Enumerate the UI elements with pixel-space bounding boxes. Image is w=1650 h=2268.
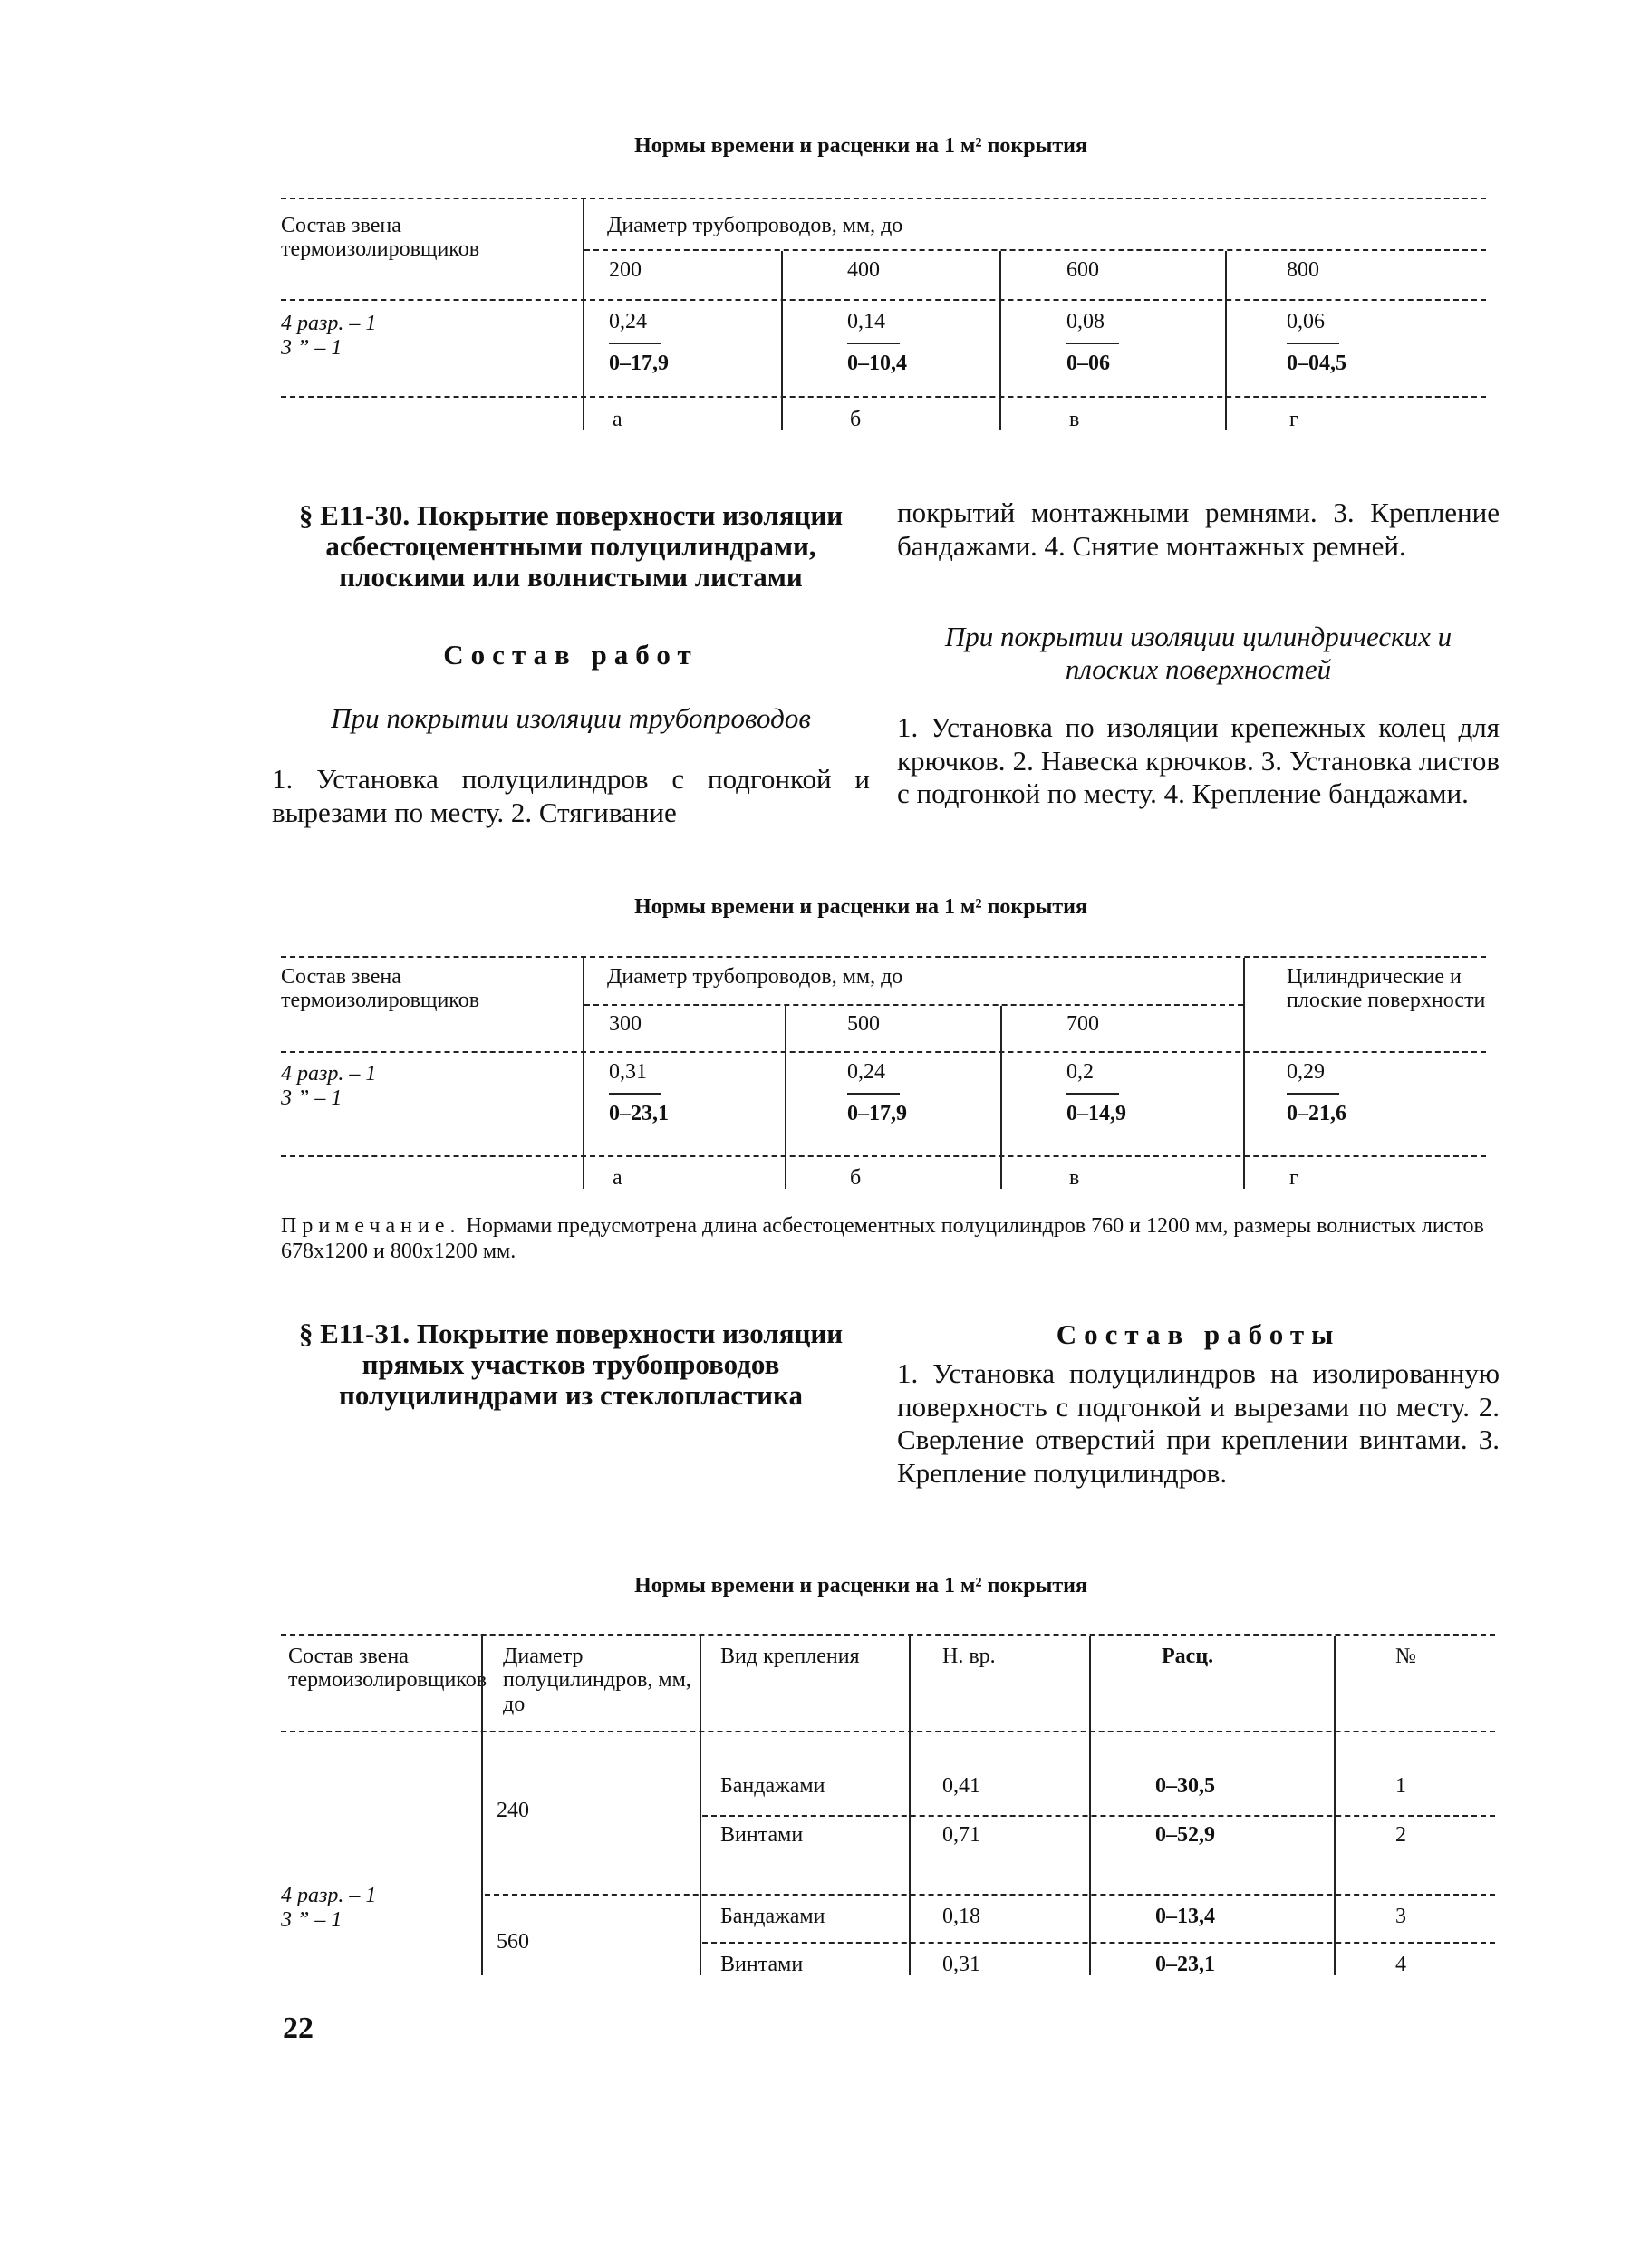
- rate: 0–17,9: [847, 1102, 907, 1125]
- table1-letter-b: б: [850, 408, 862, 431]
- section30-title: § Е11-30. Покрытие поверхности изоляции асбестоцементными полуцилиндрами, плоскими или волнистыми листами: [298, 499, 844, 594]
- table2-cell-b: [847, 1058, 907, 1127]
- table1-letter-a: а: [613, 408, 622, 431]
- table3-row1-number: 1: [1395, 1774, 1406, 1798]
- time-norm: 0,08: [1066, 310, 1105, 333]
- table3-row1-fastening: Бандажами: [720, 1774, 825, 1798]
- section30-pipes-text-cont: покрытий монтажными ремнями. 3. Крепление бандажами. 4. Снятие монтажных ремней.: [897, 497, 1500, 562]
- rate: 0–21,6: [1287, 1102, 1346, 1125]
- table1-col-200: 200: [609, 258, 642, 282]
- table3-diameter-240: 240: [497, 1799, 529, 1822]
- table1-col-800: 800: [1287, 258, 1319, 282]
- table2-cell-v: [1066, 1058, 1126, 1127]
- table3-row3-number: 3: [1395, 1905, 1406, 1928]
- table1-crew-3: 3 ” – 1: [281, 336, 343, 360]
- table3-row1-rate: 0–30,5: [1155, 1774, 1215, 1798]
- section30-pipes-subheading: При покрытии изоляции трубопроводов: [331, 702, 811, 734]
- table3-header-diameter: Диаметр полуцилиндров, мм, до: [503, 1645, 691, 1716]
- table1-cell-v: [1066, 308, 1119, 377]
- table3-header-fastening: Вид крепления: [720, 1645, 860, 1668]
- note: [281, 1214, 1495, 1264]
- section31-work-text: 1. Установка полуцилиндров на изолированную поверхность с подгонкой и вырезами по месту. 2. Сверление отверстий при креплении винтами. 3. Крепление полуцилиндров.: [897, 1357, 1500, 1489]
- table3-diameter-560: 560: [497, 1930, 529, 1954]
- section30-surfaces-subheading: При покрытии изоляции цилиндрических и плоских поверхностей: [944, 621, 1452, 685]
- table2-col-500: 500: [847, 1012, 880, 1036]
- table3-row2-fastening: Винтами: [720, 1823, 804, 1847]
- table3-row4-rate: 0–23,1: [1155, 1953, 1215, 1976]
- note-label: Примечание.: [281, 1214, 461, 1238]
- page-number: 22: [283, 2012, 314, 2045]
- table2-crew-header: Состав звена термоизолировщиков: [281, 965, 480, 1013]
- table2-diameter-header: Диаметр трубопроводов, мм, до: [607, 965, 903, 989]
- table1-cell-a: [609, 308, 669, 377]
- rate: 0–04,5: [1287, 352, 1346, 375]
- section30-pipes-text: 1. Установка полуцилиндров с подгонкой и вырезами по месту. 2. Стягивание: [272, 763, 870, 828]
- table3-row2-rate: 0–52,9: [1155, 1823, 1215, 1847]
- table3-crew-4: 4 разр. – 1: [281, 1884, 377, 1907]
- table3-row4-fastening: Винтами: [720, 1953, 804, 1976]
- table1-cell-b: [847, 308, 907, 377]
- table3-header-time: Н. вр.: [942, 1645, 996, 1668]
- table3-row2-number: 2: [1395, 1823, 1406, 1847]
- section30-surfaces-text: 1. Установка по изоляции крепежных колец для крючков. 2. Навеска крючков. 3. Установка листов с подгонкой по месту. 4. Крепление бандажами.: [897, 711, 1500, 810]
- rate: 0–10,4: [847, 352, 907, 375]
- table1-col-400: 400: [847, 258, 880, 282]
- section30-work-heading: Состав работ: [443, 639, 699, 671]
- table1-caption: Нормы времени и расценки на 1 м² покрытия: [634, 134, 1087, 158]
- time-norm: 0,14: [847, 310, 885, 333]
- table3-row4-number: 4: [1395, 1953, 1406, 1976]
- time-norm: 0,2: [1066, 1060, 1094, 1084]
- time-norm: 0,29: [1287, 1060, 1325, 1084]
- rate: 0–06: [1066, 352, 1110, 375]
- table3-row3-rate: 0–13,4: [1155, 1905, 1215, 1928]
- table1-diameter-header: Диаметр трубопроводов, мм, до: [607, 214, 903, 237]
- table2-letter-g: г: [1289, 1166, 1298, 1190]
- time-norm: 0,24: [609, 310, 647, 333]
- rate: 0–14,9: [1066, 1102, 1126, 1125]
- time-norm: 0,06: [1287, 310, 1325, 333]
- table3-row3-time: 0,18: [942, 1905, 980, 1928]
- rate: 0–23,1: [609, 1102, 669, 1125]
- table3-row1-time: 0,41: [942, 1774, 980, 1798]
- table2-letter-v: в: [1069, 1166, 1080, 1190]
- table2-crew-4: 4 разр. – 1: [281, 1062, 377, 1086]
- table1-crew-header: Состав звена термоизолировщиков: [281, 214, 480, 262]
- table3-header-rate: Расц.: [1162, 1645, 1214, 1668]
- table3-row2-time: 0,71: [942, 1823, 980, 1847]
- section31-title: § Е11-31. Покрытие поверхности изоляции прямых участков трубопроводов полуцилиндрами из стеклопластика: [298, 1317, 844, 1412]
- rate: 0–17,9: [609, 352, 669, 375]
- time-norm: 0,31: [609, 1060, 647, 1084]
- table2-cell-g: [1287, 1058, 1346, 1127]
- table1-col-600: 600: [1066, 258, 1099, 282]
- table3-caption: Нормы времени и расценки на 1 м² покрытия: [634, 1574, 1087, 1597]
- table3-row4-time: 0,31: [942, 1953, 980, 1976]
- time-norm: 0,24: [847, 1060, 885, 1084]
- section31-work-heading: Состав работы: [1056, 1318, 1341, 1350]
- note-text: Нормами предусмотрена длина асбестоцементных полуцилиндров 760 и 1200 мм, размеры волнистых листов 678х1200 и 800х1200 мм.: [281, 1214, 1484, 1263]
- table3-crew-3: 3 ” – 1: [281, 1908, 343, 1932]
- table3-header-number: №: [1395, 1645, 1416, 1668]
- table3-header-crew: Состав звена термоизолировщиков: [288, 1645, 487, 1693]
- table1-letter-g: г: [1289, 408, 1298, 431]
- table1-cell-g: [1287, 308, 1346, 377]
- table2-cell-a: [609, 1058, 669, 1127]
- table2-col-300: 300: [609, 1012, 642, 1036]
- table2-crew-3: 3 ” – 1: [281, 1086, 343, 1110]
- table3-row3-fastening: Бандажами: [720, 1905, 825, 1928]
- table2-caption: Нормы времени и расценки на 1 м² покрытия: [634, 895, 1087, 919]
- table2-letter-b: б: [850, 1166, 862, 1190]
- table2-letter-a: а: [613, 1166, 622, 1190]
- table2-surfaces-header: Цилиндрические и плоские поверхности: [1287, 965, 1486, 1013]
- table2-col-700: 700: [1066, 1012, 1099, 1036]
- table1-letter-v: в: [1069, 408, 1080, 431]
- table1-crew-4: 4 разр. – 1: [281, 312, 377, 335]
